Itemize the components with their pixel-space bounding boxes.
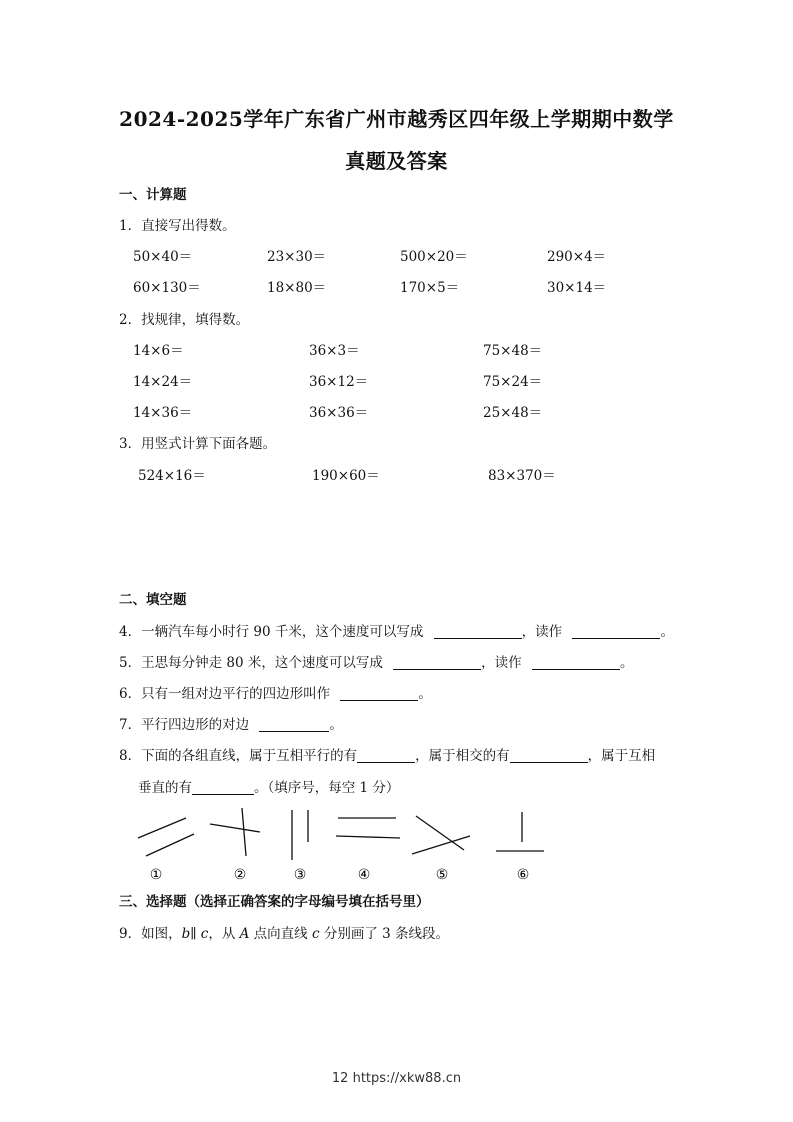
q2-item: 14×36＝ [133,405,193,421]
line-group-6 [496,812,544,851]
q9-text: 9．如图， [119,926,182,942]
q9-text: ，从 [208,926,240,942]
q1-item: 290×4＝ [547,249,607,265]
group-label: ⑤ [435,867,449,883]
q8-text: 垂直的有 [138,780,192,796]
q8-line1 [119,747,655,765]
group-label: ① [149,867,163,883]
q1-item: 50×40＝ [133,249,193,265]
q6-answer-blank[interactable] [340,686,418,701]
q5-answer-blank-1[interactable] [393,655,481,670]
q9-math: A [239,926,250,942]
group-label: ⑥ [516,867,530,883]
q4 [119,623,674,641]
q7-text: 7．平行四边形的对边 [119,717,250,733]
q4-answer-blank-2[interactable] [572,624,660,639]
q2-item: 75×24＝ [483,374,543,390]
q1-item: 500×20＝ [400,249,468,265]
q3-item: 190×60＝ [312,468,380,484]
q8-text: 8．下面的各组直线，属于互相平行的有 [119,748,358,764]
q7-answer-blank[interactable] [259,717,329,732]
q6-text: 。 [418,686,432,702]
q6 [119,685,432,703]
group-label: ③ [293,867,307,883]
q7-text: 。 [329,717,343,733]
q9 [119,925,449,943]
line-group-4 [336,818,400,838]
q8-text: 。（填序号，每空 1 分） [254,780,400,796]
q8-lines-figure [130,804,550,886]
q9-math: b∥ c [181,926,209,942]
q5-text: 。 [619,655,634,671]
q5-text: 5．王思每分钟走 80 米，这个速度可以写成 [119,655,383,671]
q3-prompt: 3．用竖式计算下面各题。 [119,436,277,452]
page-footer: 12 https://xkw88.cn [331,1071,462,1086]
q4-text: 。 [660,624,674,640]
q4-text: ，读作 [521,624,563,640]
line-group-2 [210,808,260,856]
q2-prompt: 2．找规律，填得数。 [119,312,250,328]
section-heading-fill-blank: 二、填空题 [119,592,187,608]
q5-answer-blank-2[interactable] [532,655,620,670]
q2-item: 75×48＝ [483,343,543,359]
q2-item: 14×6＝ [133,343,184,359]
group-label: ② [233,867,247,883]
q1-item: 170×5＝ [400,280,460,296]
q3-item: 524×16＝ [138,468,206,484]
q3-item: 83×370＝ [488,468,556,484]
q2-item: 14×24＝ [133,374,193,390]
line-group-3 [292,810,308,860]
q8-answer-blank-perpendicular[interactable] [192,780,254,795]
q1-prompt: 1．直接写出得数。 [119,218,236,234]
q8-text: ，属于相交的有 [415,748,510,764]
q1-item: 30×14＝ [547,280,607,296]
q4-text: 4．一辆汽车每小时行 90 千米，这个速度可以写成 [119,624,424,640]
page-title-line2: 真题及答案 [345,149,448,173]
q8-answer-blank-parallel[interactable] [357,748,415,763]
line-group-5 [412,816,470,854]
q4-answer-blank-1[interactable] [434,624,522,639]
section-heading-calculation: 一、计算题 [119,187,187,203]
q8-answer-blank-intersect[interactable] [510,748,588,763]
q8-line2 [138,779,399,797]
q1-item: 18×80＝ [267,280,327,296]
q2-item: 36×36＝ [309,405,369,421]
q9-math: c [311,926,320,942]
q9-text: 分别画了 3 条线段。 [319,926,449,942]
q5-text: ，读作 [481,655,522,671]
q2-item: 36×3＝ [309,343,360,359]
q1-item: 23×30＝ [267,249,327,265]
q7 [119,716,343,734]
q6-text: 6．只有一组对边平行的四边形叫作 [119,686,331,702]
q8-text: ，属于互相 [587,748,656,764]
line-group-1 [138,818,194,856]
q9-text: 点向直线 [249,926,312,942]
q2-item: 36×12＝ [309,374,369,390]
q1-item: 60×130＝ [133,280,201,296]
q5 [119,654,633,672]
group-label: ④ [357,867,371,883]
section-heading-multiple-choice: 三、选择题（选择正确答案的字母编号填在括号里） [119,894,430,910]
page-title-line1: 2024-2025学年广东省广州市越秀区四年级上学期期中数学 [119,107,674,131]
q2-item: 25×48＝ [483,405,543,421]
